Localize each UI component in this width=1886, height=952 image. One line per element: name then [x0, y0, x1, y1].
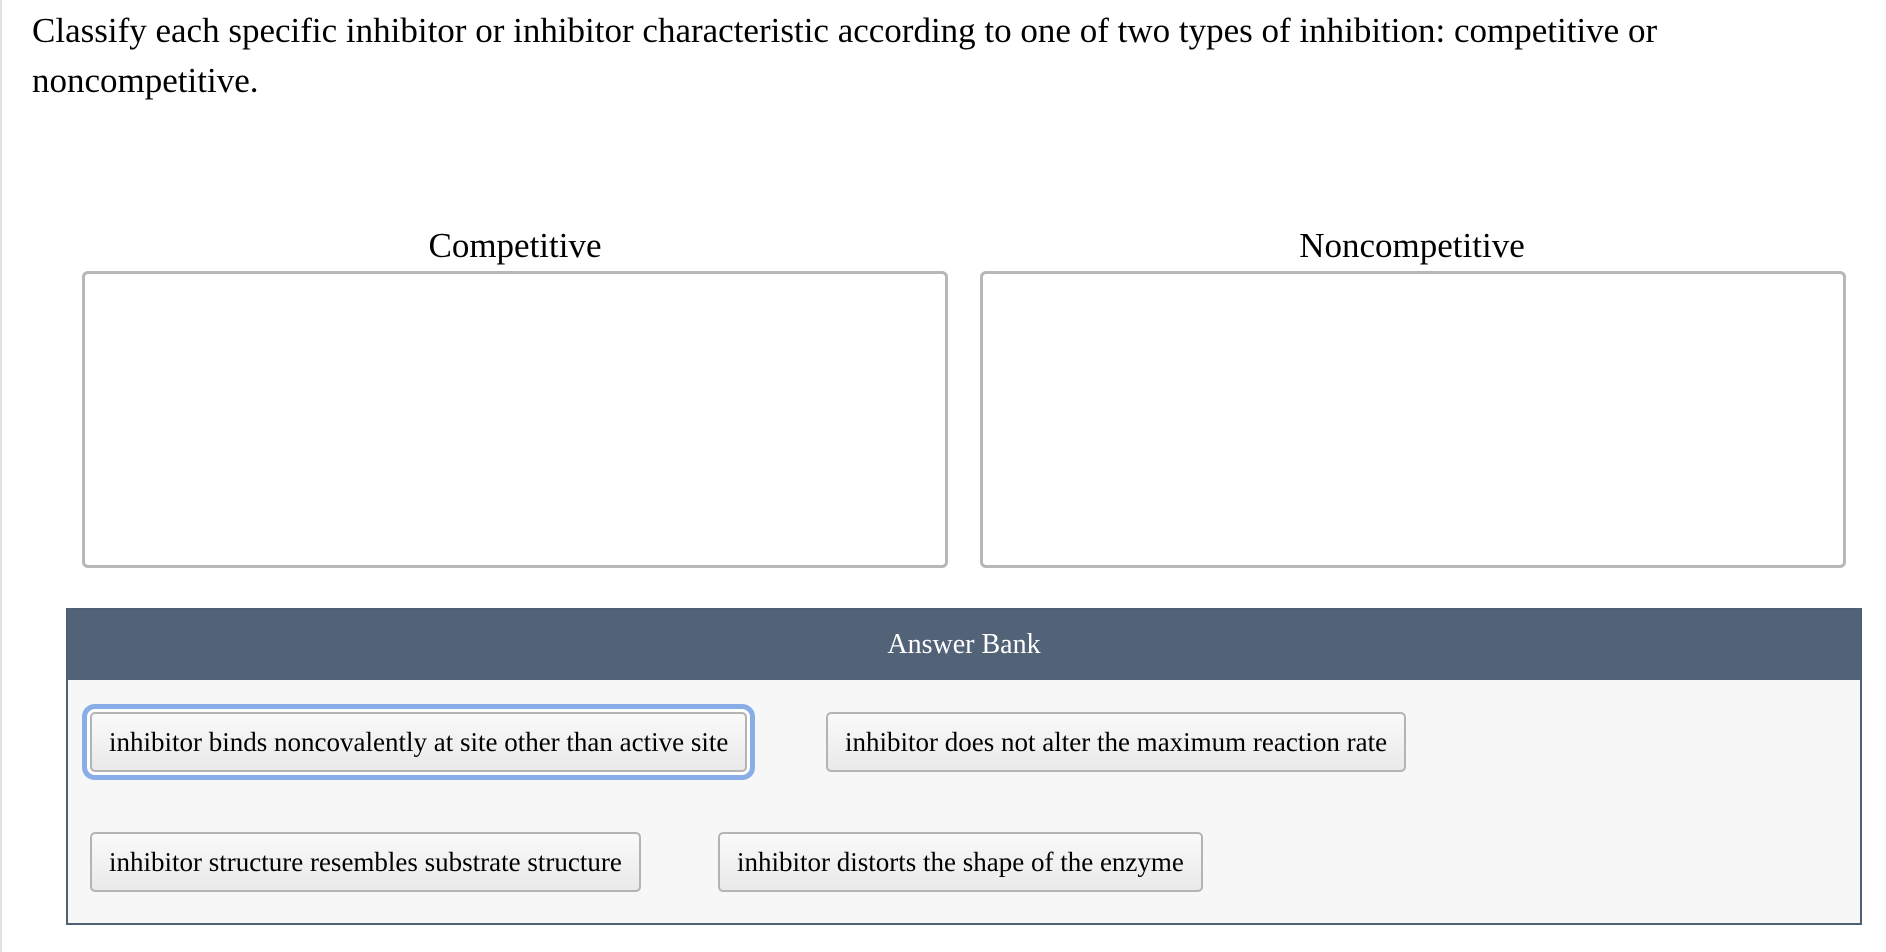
competitive-dropzone[interactable] — [82, 271, 948, 568]
answer-chip-no-max-rate-change[interactable]: inhibitor does not alter the maximum reaction rate — [826, 712, 1406, 772]
bin-label-noncompetitive: Noncompetitive — [1299, 226, 1525, 265]
bin-label-competitive: Competitive — [428, 226, 602, 265]
left-divider — [0, 0, 2, 952]
answer-bank — [66, 608, 1862, 925]
answer-chip-binds-noncovalently[interactable]: inhibitor binds noncovalently at site other than active site — [90, 712, 747, 772]
noncompetitive-dropzone[interactable] — [980, 271, 1846, 568]
answer-bank-title: Answer Bank — [68, 610, 1860, 680]
question-prompt: Classify each specific inhibitor or inhibitor characteristic according to one of two types of inhibition: competitive or noncompetitive. — [32, 11, 1658, 100]
answer-chip-resembles-substrate[interactable]: inhibitor structure resembles substrate structure — [90, 832, 641, 892]
answer-chip-distorts-enzyme[interactable]: inhibitor distorts the shape of the enzyme — [718, 832, 1203, 892]
